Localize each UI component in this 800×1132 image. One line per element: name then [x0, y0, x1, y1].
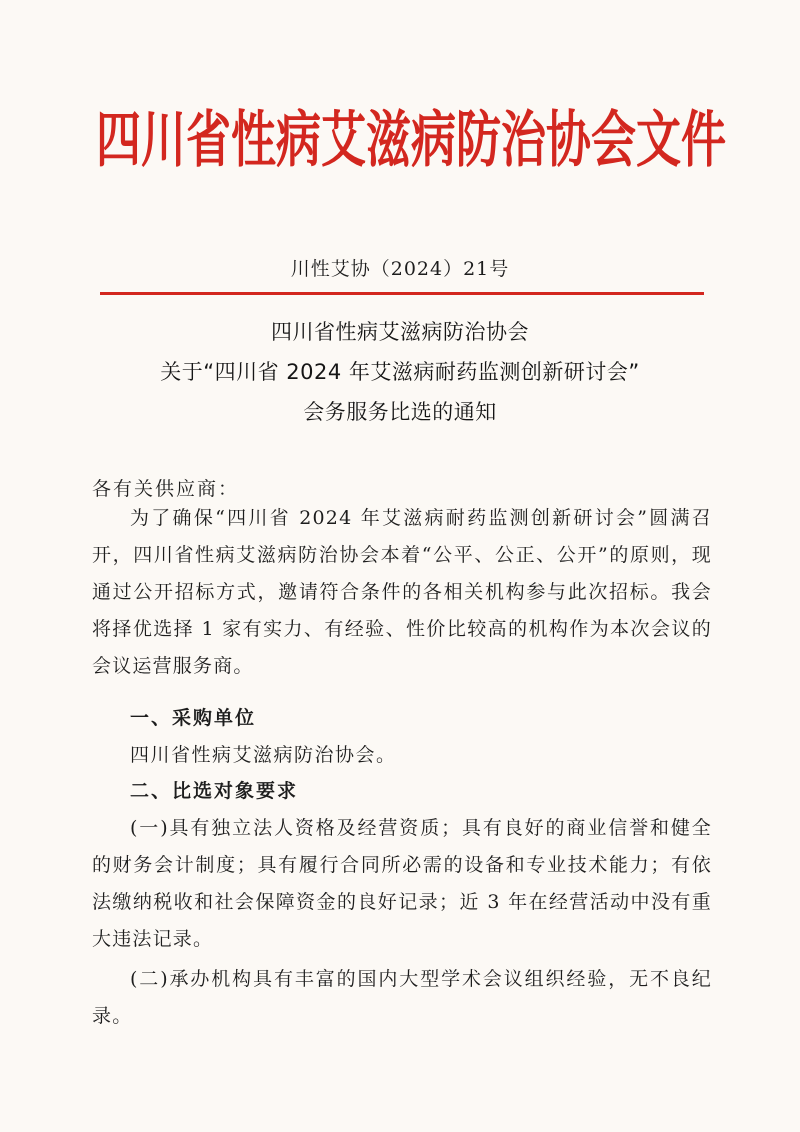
section-heading-purchaser: 一、采购单位 — [130, 707, 257, 729]
red-divider-line — [100, 292, 704, 295]
salutation: 各有关供应商： — [92, 478, 240, 500]
requirement-item-2: (二)承办机构具有丰富的国内大型学术会议组织经验，无不良纪录。 — [92, 968, 712, 1027]
document-number: 川性艾协（2024）21号 — [290, 258, 510, 280]
masthead-title: 四川省性病艾滋病防治协会文件 — [96, 103, 727, 176]
notice-title-line-2: 关于“四川省 2024 年艾滋病耐药监测创新研讨会” — [160, 360, 640, 384]
purchaser-name: 四川省性病艾滋病防治协会。 — [130, 744, 397, 766]
notice-title-line-1: 四川省性病艾滋病防治协会 — [271, 320, 529, 344]
intro-paragraph: 为了确保“四川省 2024 年艾滋病耐药监测创新研讨会”圆满召开，四川省性病艾滋病防治协会本着“公平、公正、公开”的原则，现通过公开招标方式，邀请符合条件的各相关机构参与此次招标。我会将择优选择 1 家有实力、有经验、性价比较高的机构作为本次会议的会议运营服务商。 — [92, 507, 712, 677]
section-heading-requirements: 二、比选对象要求 — [130, 780, 299, 802]
requirement-item-1: (一)具有独立法人资格及经营资质；具有良好的商业信誉和健全的财务会计制度；具有履行合同所必需的设备和专业技术能力；有依法缴纳税收和社会保障资金的良好记录；近 3 年在经营活动中没有重大违法记录。 — [92, 817, 712, 950]
notice-title-line-3: 会务服务比选的通知 — [303, 400, 497, 424]
